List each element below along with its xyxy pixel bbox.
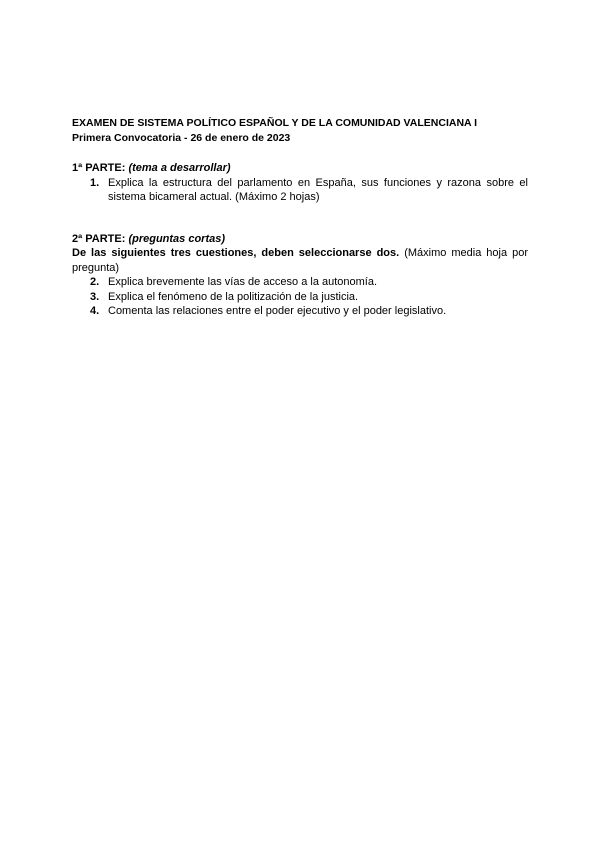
question-text: Explica la estructura del parlamento en España, sus funciones y razona sobre el sistema bicameral actual. (Máximo 2 hojas) bbox=[108, 176, 528, 203]
instruction-bold: De las siguientes tres cuestiones, deben seleccionarse dos. bbox=[72, 247, 400, 259]
question-number: 4. bbox=[90, 305, 100, 317]
question-text: Comenta las relaciones entre el poder ejecutivo y el poder legislativo. bbox=[108, 305, 447, 317]
question-item bbox=[72, 304, 528, 319]
question-number: 1. bbox=[90, 176, 100, 189]
document-content bbox=[72, 116, 528, 319]
part-2-instructions bbox=[72, 246, 528, 275]
part-2-note: (preguntas cortas) bbox=[128, 232, 226, 245]
part-2-label: 2ª PARTE: bbox=[72, 232, 126, 245]
question-item bbox=[72, 176, 528, 205]
exam-subtitle: Primera Convocatoria - 26 de enero de 2023 bbox=[72, 131, 291, 144]
part-1-section bbox=[72, 161, 528, 205]
question-item bbox=[72, 290, 528, 305]
part-1-label: 1ª PARTE: bbox=[72, 162, 126, 174]
part-2-section bbox=[72, 232, 528, 319]
part-1-note: (tema a desarrollar) bbox=[128, 162, 231, 174]
part-2-question-list bbox=[72, 275, 528, 319]
question-number: 3. bbox=[90, 290, 100, 303]
part-1-heading bbox=[72, 161, 528, 176]
question-number: 2. bbox=[90, 276, 100, 288]
question-item bbox=[72, 275, 528, 290]
part-1-question-list bbox=[72, 176, 528, 205]
instruction-rest: (Máximo media hoja por pregunta) bbox=[72, 247, 528, 274]
question-text: Explica brevemente las vías de acceso a la autonomía. bbox=[108, 276, 378, 288]
part-2-heading bbox=[72, 232, 528, 247]
exam-title: EXAMEN DE SISTEMA POLÍTICO ESPAÑOL Y DE LA COMUNIDAD VALENCIANA I bbox=[72, 117, 478, 129]
question-text: Explica el fenómeno de la politización de la justicia. bbox=[108, 290, 359, 303]
